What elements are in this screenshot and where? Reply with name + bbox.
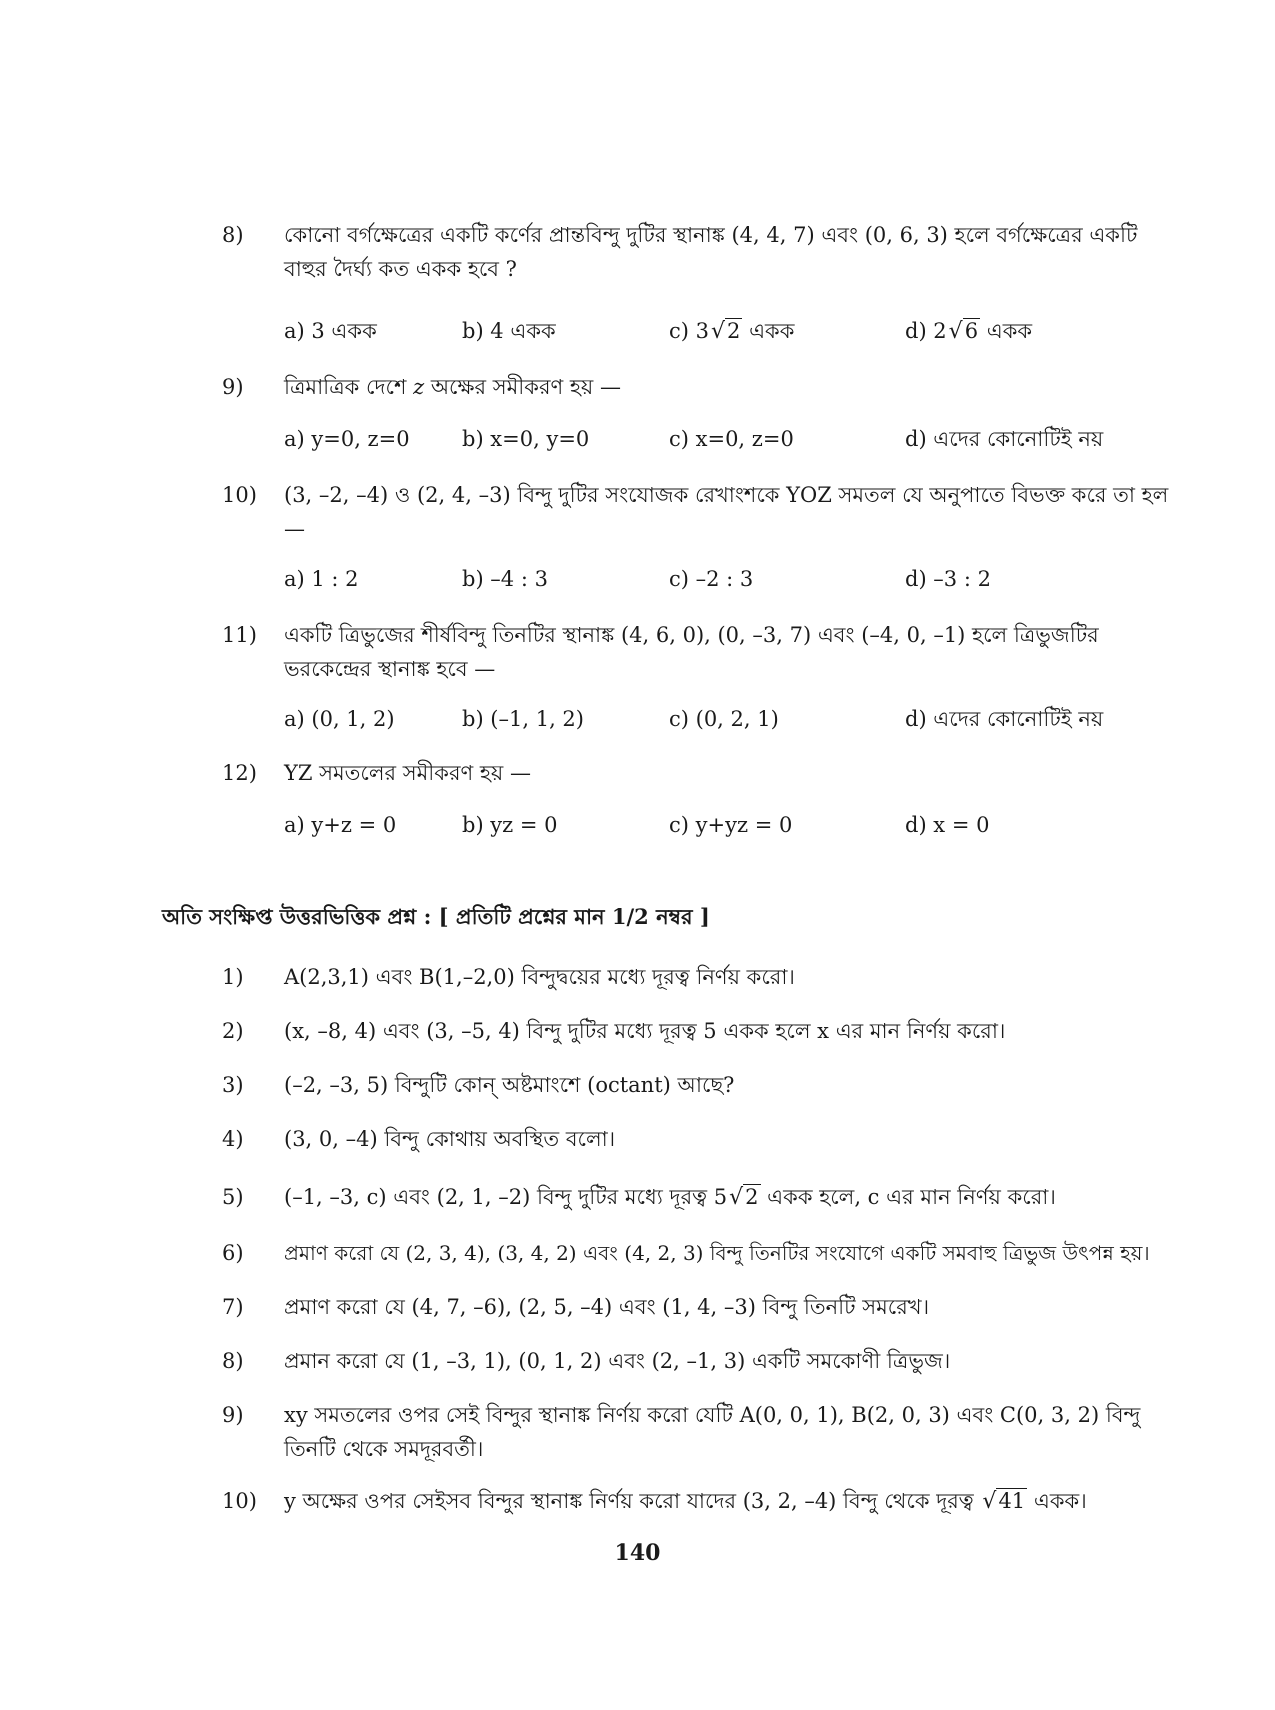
question-text: y অক্ষের ওপর সেইসব বিন্দুর স্থানাঙ্ক নির্ণয় করো যাদের (3, 2, –4) বিন্দু থেকে দূরত্ব √41 একক। bbox=[284, 1484, 1174, 1519]
question-text: xy সমতলের ওপর সেই বিন্দুর স্থানাঙ্ক নির্ণয় করো যেটি A(0, 0, 1), B(2, 0, 3) এবং C(0, 3, 2) বিন্দু তিনটি থেকে সমদূরবর্তী। bbox=[284, 1403, 1141, 1461]
question-number: 10) bbox=[222, 483, 257, 507]
question-number: 12) bbox=[222, 761, 257, 785]
short-question-2 bbox=[222, 1014, 1172, 1048]
sqrt-symbol: √2 bbox=[729, 1185, 759, 1210]
question-number: 8) bbox=[222, 1349, 244, 1373]
option-c: c) –2 : 3 bbox=[669, 567, 754, 591]
option-d: d) এদের কোনোটিই নয় bbox=[905, 707, 1104, 731]
question-text: (x, –8, 4) এবং (3, –5, 4) বিন্দু দুটির মধ্যে দূরত্ব 5 একক হলে x এর মান নির্ণয় করো। bbox=[284, 1019, 1006, 1043]
option-c: c) x=0, z=0 bbox=[669, 427, 794, 451]
question-number: 4) bbox=[222, 1127, 244, 1151]
option-b: b) x=0, y=0 bbox=[462, 427, 590, 451]
question-text: ত্রিমাত্রিক দেশে z অক্ষের সমীকরণ হয় — bbox=[284, 375, 621, 399]
mcq-question-10 bbox=[222, 478, 1172, 546]
question-text: (–2, –3, 5) বিন্দুটি কোন্ অষ্টমাংশে (octant) আছে? bbox=[284, 1073, 735, 1097]
question-text: (3, –2, –4) ও (2, 4, –3) বিন্দু দুটির সংযোজক রেখাংশকে YOZ সমতল যে অনুপাতে বিভক্ত করে তা হল— bbox=[284, 483, 1169, 541]
mcq-question-12 bbox=[222, 756, 1172, 790]
short-question-10 bbox=[222, 1484, 1172, 1519]
option-a: a) y+z = 0 bbox=[284, 813, 397, 837]
mcq-question-8 bbox=[222, 218, 1172, 286]
option-a: a) 1 : 2 bbox=[284, 567, 359, 591]
question-text: একটি ত্রিভুজের শীর্ষবিন্দু তিনটির স্থানাঙ্ক (4, 6, 0), (0, –3, 7) এবং (–4, 0, –1) হলে ত্রিভুজটির ভরকেন্দ্রের স্থানাঙ্ক হবে — bbox=[284, 623, 1099, 681]
question-number: 10) bbox=[222, 1489, 257, 1513]
option-d: d) এদের কোনোটিই নয় bbox=[905, 427, 1104, 451]
option-c: c) 3√2 একক bbox=[669, 314, 794, 349]
option-d: d) x = 0 bbox=[905, 813, 990, 837]
question-number: 9) bbox=[222, 1403, 244, 1427]
question-number: 2) bbox=[222, 1019, 244, 1043]
question-text: (3, 0, –4) বিন্দু কোথায় অবস্থিত বলো। bbox=[284, 1127, 616, 1151]
short-question-5 bbox=[222, 1180, 1172, 1215]
short-question-8 bbox=[222, 1344, 1172, 1378]
option-a: a) 3 একক bbox=[284, 319, 377, 343]
option-c: c) (0, 2, 1) bbox=[669, 707, 779, 731]
option-b: b) (–1, 1, 2) bbox=[462, 707, 584, 731]
short-question-4 bbox=[222, 1122, 1172, 1156]
question-number: 5) bbox=[222, 1185, 244, 1209]
mcq-options-8 bbox=[284, 314, 1164, 348]
option-b: b) 4 একক bbox=[462, 319, 556, 343]
option-a: a) (0, 1, 2) bbox=[284, 707, 395, 731]
sqrt-symbol: √2 bbox=[711, 319, 741, 344]
mcq-question-11 bbox=[222, 618, 1172, 686]
question-number: 11) bbox=[222, 623, 257, 647]
mcq-options-9 bbox=[284, 422, 1164, 456]
question-number: 6) bbox=[222, 1241, 244, 1265]
question-text: প্রমাণ করো যে (2, 3, 4), (3, 4, 2) এবং (4, 2, 3) বিন্দু তিনটির সংযোগে একটি সমবাহু ত্রিভুজ উৎপন্ন হয়। bbox=[284, 1241, 1150, 1265]
mcq-options-11 bbox=[284, 702, 1164, 736]
section-heading: অতি সংক্ষিপ্ত উত্তরভিত্তিক প্রশ্ন : [ প্রতিটি প্রশ্নের মান 1/2 নম্বর ] bbox=[162, 904, 710, 929]
question-number: 1) bbox=[222, 965, 244, 989]
question-text: (–1, –3, c) এবং (2, 1, –2) বিন্দু দুটির মধ্যে দূরত্ব 5√2 একক হলে, c এর মান নির্ণয় করো। bbox=[284, 1180, 1174, 1215]
short-question-9 bbox=[222, 1398, 1172, 1466]
short-question-7 bbox=[222, 1290, 1172, 1324]
mcq-options-12 bbox=[284, 808, 1164, 842]
question-text: প্রমাণ করো যে (4, 7, –6), (2, 5, –4) এবং (1, 4, –3) বিন্দু তিনটি সমরেখ। bbox=[284, 1295, 930, 1319]
option-c: c) y+yz = 0 bbox=[669, 813, 793, 837]
question-number: 8) bbox=[222, 223, 244, 247]
option-b: b) yz = 0 bbox=[462, 813, 558, 837]
question-text: কোনো বর্গক্ষেত্রের একটি কর্ণের প্রান্তবিন্দু দুটির স্থানাঙ্ক (4, 4, 7) এবং (0, 6, 3) হলে বর্গক্ষেত্রের একটি বাহুর দৈর্ঘ্য কত একক হবে ? bbox=[284, 223, 1138, 281]
short-question-1 bbox=[222, 960, 1172, 994]
sqrt-symbol: √41 bbox=[982, 1489, 1026, 1514]
question-number: 3) bbox=[222, 1073, 244, 1097]
short-question-6 bbox=[222, 1236, 1172, 1270]
option-a: a) y=0, z=0 bbox=[284, 427, 410, 451]
option-b: b) –4 : 3 bbox=[462, 567, 548, 591]
short-question-3 bbox=[222, 1068, 1172, 1102]
question-text: YZ সমতলের সমীকরণ হয় — bbox=[284, 761, 531, 785]
question-number: 7) bbox=[222, 1295, 244, 1319]
question-text: A(2,3,1) এবং B(1,–2,0) বিন্দুদ্বয়ের মধ্যে দূরত্ব নির্ণয় করো। bbox=[284, 965, 795, 989]
mcq-options-10 bbox=[284, 562, 1164, 596]
option-d: d) 2√6 একক bbox=[905, 314, 1032, 349]
sqrt-symbol: √6 bbox=[948, 319, 979, 344]
option-d: d) –3 : 2 bbox=[905, 567, 991, 591]
question-text: প্রমান করো যে (1, –3, 1), (0, 1, 2) এবং (2, –1, 3) একটি সমকোণী ত্রিভুজ। bbox=[284, 1349, 951, 1373]
question-number: 9) bbox=[222, 375, 244, 399]
mcq-question-9 bbox=[222, 370, 1172, 404]
page-number: 140 bbox=[614, 1540, 661, 1566]
